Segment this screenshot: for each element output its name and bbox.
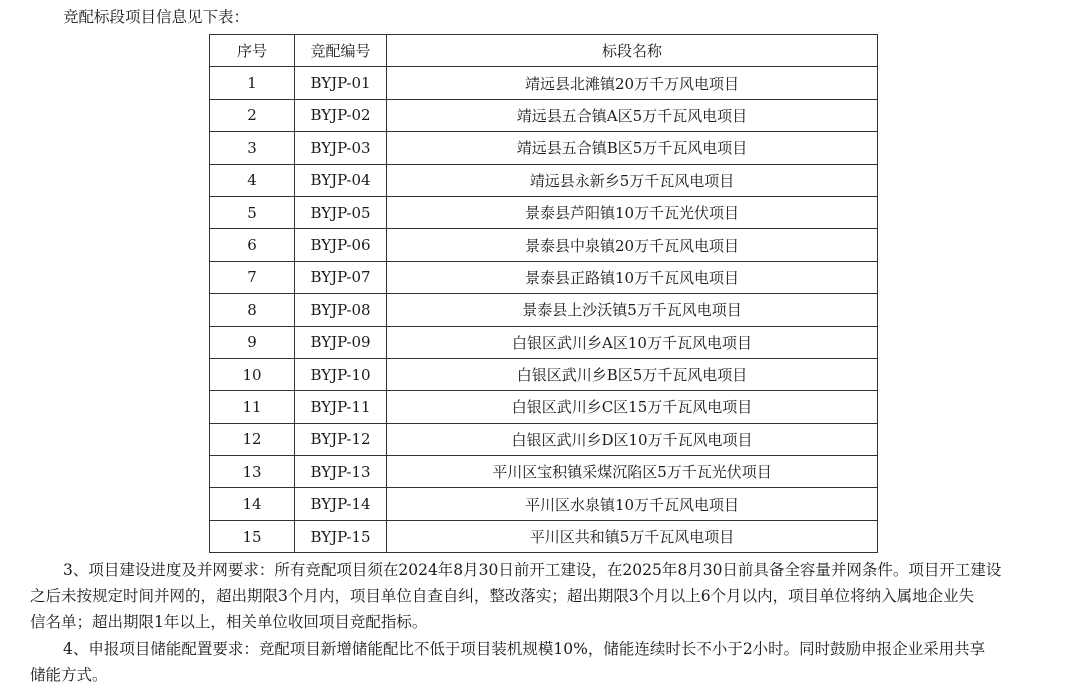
- cell-index: 2: [210, 99, 295, 131]
- cell-code: BYJP-11: [295, 391, 387, 423]
- table-row: [210, 520, 878, 552]
- cell-index: 1: [210, 67, 295, 99]
- cell-index: 13: [210, 456, 295, 488]
- paragraph-line: 4、申报项目储能配置要求：竞配项目新增储能配比不低于项目装机规模10%，储能连续时长不小于2小时。同时鼓励申报企业采用共享: [63, 640, 986, 658]
- cell-code: BYJP-08: [295, 294, 387, 326]
- table-row: [210, 261, 878, 293]
- table-row: [210, 99, 878, 131]
- header-name: 标段名称: [387, 35, 878, 67]
- cell-code: BYJP-12: [295, 423, 387, 455]
- paragraph-storage-requirements: [30, 636, 1058, 688]
- cell-code: BYJP-04: [295, 164, 387, 196]
- cell-name: 白银区武川乡B区5万千瓦风电项目: [387, 358, 878, 390]
- cell-code: BYJP-02: [295, 99, 387, 131]
- cell-index: 11: [210, 391, 295, 423]
- cell-name: 靖远县北滩镇20万千万风电项目: [387, 67, 878, 99]
- table-row: [210, 132, 878, 164]
- cell-code: BYJP-03: [295, 132, 387, 164]
- cell-name: 靖远县五合镇A区5万千瓦风电项目: [387, 99, 878, 131]
- cell-name: 靖远县五合镇B区5万千瓦风电项目: [387, 132, 878, 164]
- paragraph-line: 储能方式。: [30, 666, 108, 684]
- paragraph-line: 3、项目建设进度及并网要求：所有竞配项目须在2024年8月30日前开工建设，在2025年8月30日前具备全容量并网条件。项目开工建设: [63, 561, 1002, 579]
- cell-code: BYJP-15: [295, 520, 387, 552]
- cell-name: 景泰县中泉镇20万千瓦风电项目: [387, 229, 878, 261]
- table-row: [210, 196, 878, 228]
- cell-index: 5: [210, 196, 295, 228]
- cell-index: 12: [210, 423, 295, 455]
- project-table: [209, 34, 878, 553]
- cell-name: 平川区共和镇5万千瓦风电项目: [387, 520, 878, 552]
- cell-code: BYJP-13: [295, 456, 387, 488]
- cell-index: 10: [210, 358, 295, 390]
- paragraph-line: 信名单；超出期限1年以上，相关单位收回项目竞配指标。: [30, 613, 428, 631]
- cell-code: BYJP-14: [295, 488, 387, 520]
- table-row: [210, 423, 878, 455]
- header-code: 竞配编号: [295, 35, 387, 67]
- cell-index: 7: [210, 261, 295, 293]
- table-row: [210, 391, 878, 423]
- cell-name: 平川区水泉镇10万千瓦风电项目: [387, 488, 878, 520]
- cell-index: 14: [210, 488, 295, 520]
- cell-index: 6: [210, 229, 295, 261]
- cell-name: 景泰县上沙沃镇5万千瓦风电项目: [387, 294, 878, 326]
- cell-index: 9: [210, 326, 295, 358]
- table-row: [210, 488, 878, 520]
- cell-name: 白银区武川乡A区10万千瓦风电项目: [387, 326, 878, 358]
- cell-name: 平川区宝积镇采煤沉陷区5万千瓦光伏项目: [387, 456, 878, 488]
- header-index: 序号: [210, 35, 295, 67]
- paragraph-line: 之后未按规定时间并网的，超出期限3个月内，项目单位自查自纠，整改落实；超出期限3个月以上6个月以内，项目单位将纳入属地企业失: [30, 587, 975, 605]
- cell-code: BYJP-09: [295, 326, 387, 358]
- cell-name: 白银区武川乡C区15万千瓦风电项目: [387, 391, 878, 423]
- cell-name: 靖远县永新乡5万千瓦风电项目: [387, 164, 878, 196]
- cell-index: 15: [210, 520, 295, 552]
- table-row: [210, 294, 878, 326]
- cell-code: BYJP-10: [295, 358, 387, 390]
- cell-code: BYJP-07: [295, 261, 387, 293]
- cell-code: BYJP-06: [295, 229, 387, 261]
- cell-name: 景泰县芦阳镇10万千瓦光伏项目: [387, 196, 878, 228]
- cell-index: 3: [210, 132, 295, 164]
- paragraph-grid-connection-requirements: [30, 557, 1058, 635]
- cell-name: 景泰县正路镇10万千瓦风电项目: [387, 261, 878, 293]
- table-row: [210, 326, 878, 358]
- table-header-row: [210, 35, 878, 67]
- table-intro-text: 竞配标段项目信息见下表：: [63, 8, 250, 26]
- cell-index: 8: [210, 294, 295, 326]
- table-row: [210, 164, 878, 196]
- cell-code: BYJP-01: [295, 67, 387, 99]
- table-row: [210, 358, 878, 390]
- cell-code: BYJP-05: [295, 196, 387, 228]
- cell-name: 白银区武川乡D区10万千瓦风电项目: [387, 423, 878, 455]
- table-row: [210, 456, 878, 488]
- table-row: [210, 229, 878, 261]
- cell-index: 4: [210, 164, 295, 196]
- table-row: [210, 67, 878, 99]
